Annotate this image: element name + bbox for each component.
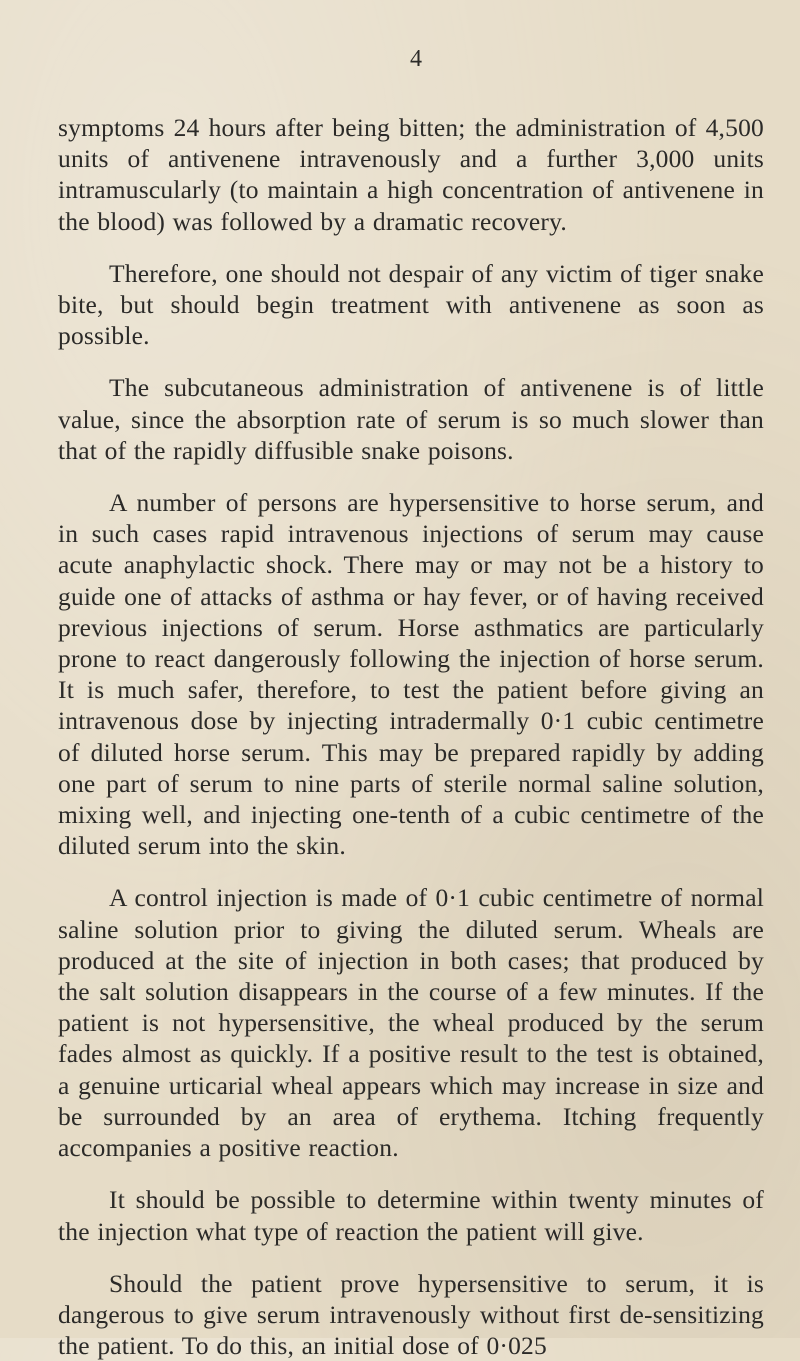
paragraph-continued-symptoms: symptoms 24 hours after being bitten; the administration of 4,500 units of antivenene intravenously and a further 3,000 units intramuscularly (to maintain a high concentration of antivenene in the blood) was followed by a dramatic recovery. (58, 113, 764, 236)
paragraph-hypersensitivity: A number of persons are hypersensitive to horse serum, and in such cases rapid intravenous injections of serum may cause acute anaphylactic shock. There may or may not be a history to guide one of attacks of asthma or hay fever, or of having received previous injections of serum. Horse asthmatics are particularly prone to react dangerously following the injection of horse serum. It is much safer, therefore, to test the patient before giving an intravenous dose by injecting intradermally 0·1 cubic centimetre of diluted horse serum. This may be prepared rapidly by adding one part of serum to nine parts of sterile normal saline solution, mixing well, and injecting one-tenth of a cubic centimetre of the diluted serum into the skin. (58, 488, 764, 861)
paragraph-subcutaneous: The subcutaneous administration of antivenene is of little value, since the absorption rate of serum is so much slower than that of the rapidly diffusible snake poisons. (58, 373, 764, 465)
paragraph-reaction-timing: It should be possible to determine within twenty minutes of the injection what type of reaction the patient will give. (58, 1185, 764, 1246)
book-page (58, 44, 764, 1361)
paragraph-treatment-advice: Therefore, one should not despair of any victim of tiger snake bite, but should begin treatment with antivenene as soon as possible. (58, 258, 764, 351)
paragraph-desensitizing: Should the patient prove hypersensitive to serum, it is dangerous to give serum intravenously without first de-sensitizing the patient. To do this, an initial dose of 0·025 (58, 1268, 764, 1361)
page-number: 4 (410, 46, 422, 72)
paragraph-control-injection: A control injection is made of 0·1 cubic centimetre of normal saline solution prior to giving the diluted serum. Wheals are produced at the site of injection in both cases; that produced by the salt solution disappears in the course of a few minutes. If the patient is not hypersensitive, the wheal produced by the serum fades almost as quickly. If a positive result to the test is obtained, a genuine urticarial wheal appears which may increase in size and be surrounded by an area of erythema. Itching frequently accompanies a positive reaction. (58, 883, 764, 1163)
